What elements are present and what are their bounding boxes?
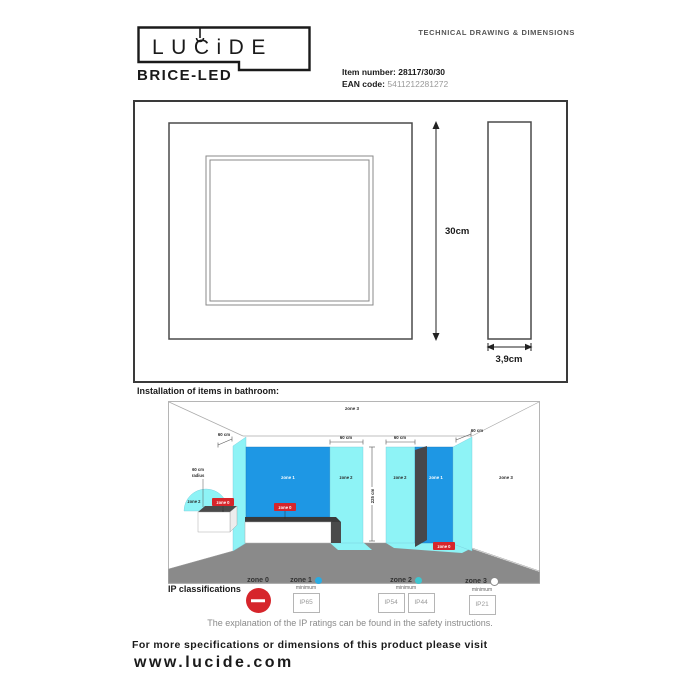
legend-zone1-minimum: minimum — [295, 585, 317, 591]
front-view-inner-square — [206, 156, 373, 305]
ean-label: EAN code: — [342, 78, 385, 89]
zone2-right-corner-band — [453, 437, 472, 551]
legend-zone3-minimum: minimum — [471, 587, 493, 593]
zone2-label-left: zone 2 — [339, 475, 353, 480]
page-title: TECHNICAL DRAWING & DIMENSIONS — [418, 28, 575, 37]
legend-zone2 — [368, 577, 444, 613]
zone1-label-right: zone 1 — [429, 475, 443, 480]
legend-zone0-label: zone 0 — [247, 577, 269, 584]
radius-label-line2: radius — [191, 473, 205, 478]
bathroom-section-title: Installation of items in bathroom: — [137, 386, 280, 396]
zone3-label-wall: zone 3 — [499, 475, 513, 480]
dim-60cm-left: 60 cm — [217, 432, 231, 437]
legend-zone2-minimum: minimum — [395, 585, 417, 591]
svg-text:zone 0: zone 0 — [437, 543, 451, 549]
zone2-dot-icon — [415, 577, 422, 584]
front-view-innermost-square — [210, 160, 369, 301]
ip54-box: IP54 — [378, 593, 405, 613]
legend-zone1-label: zone 1 — [290, 577, 312, 584]
ean-value: 5411212281272 — [387, 78, 449, 89]
legend-heading: IP classifications — [168, 584, 241, 594]
depth-dimension-arrow — [487, 343, 533, 351]
radius-label-line1: 60 cm — [192, 467, 204, 472]
item-number-row — [342, 67, 448, 79]
ip-ratings-caption: The explanation of the IP ratings can be found in the safety instructions. — [207, 618, 493, 628]
dim-60cm-left-col: 60 cm — [339, 435, 353, 440]
technical-drawing — [135, 102, 566, 381]
bathtub — [245, 517, 341, 543]
no-entry-icon — [246, 588, 271, 613]
dim-60cm-right-col: 60 cm — [393, 435, 407, 440]
legend-zone3 — [452, 577, 512, 615]
zone2-left-corner-band — [233, 437, 246, 551]
svg-text:zone 0: zone 0 — [216, 499, 230, 505]
zone0-badge-shower — [433, 542, 455, 550]
dim-60cm-right: 60 cm — [470, 428, 484, 433]
item-number-value: 28117/30/30 — [398, 67, 446, 77]
zone1-dot-icon — [315, 577, 322, 584]
front-view-outer-square — [169, 123, 412, 339]
ip21-box: IP21 — [469, 595, 496, 615]
ip65-box: IP65 — [293, 593, 320, 613]
height-dimension-label: 30cm — [445, 226, 470, 237]
zone2-label-right: zone 2 — [393, 475, 407, 480]
item-number-label: Item number: — [342, 67, 396, 77]
zone1-label-left: zone 1 — [281, 475, 295, 480]
dim-225cm-label: 225 cm — [370, 488, 375, 504]
bathroom-zones-diagram — [168, 401, 540, 589]
zone2-column-right-group — [386, 447, 415, 543]
ceiling-zone3-label: zone 3 — [344, 406, 360, 411]
basin-zone2-label: zone 2 — [187, 499, 201, 504]
shower-panel — [415, 446, 427, 547]
website-link[interactable]: www.lucide.com — [134, 654, 294, 671]
technical-drawing-panel — [133, 100, 568, 383]
legend-zone2-label: zone 2 — [390, 577, 412, 584]
height-dimension-arrow — [433, 121, 440, 341]
legend-zone0 — [230, 577, 286, 613]
ean-row — [342, 79, 448, 91]
footer-text: For more specifications or dimensions of this product please visit — [132, 639, 488, 651]
product-codes — [342, 67, 448, 90]
washbasin — [198, 506, 237, 532]
svg-text:zone 0: zone 0 — [278, 504, 292, 510]
legend-zone1 — [281, 577, 331, 613]
depth-dimension-label: 3,9cm — [495, 354, 523, 365]
legend-zone3-label: zone 3 — [465, 578, 487, 585]
logo-text: LUCiDE — [152, 36, 273, 59]
side-view-rect — [488, 122, 531, 339]
zone3-dot-icon — [490, 577, 499, 586]
product-name: BRICE-LED — [137, 67, 233, 84]
ip44-box: IP44 — [408, 593, 435, 613]
